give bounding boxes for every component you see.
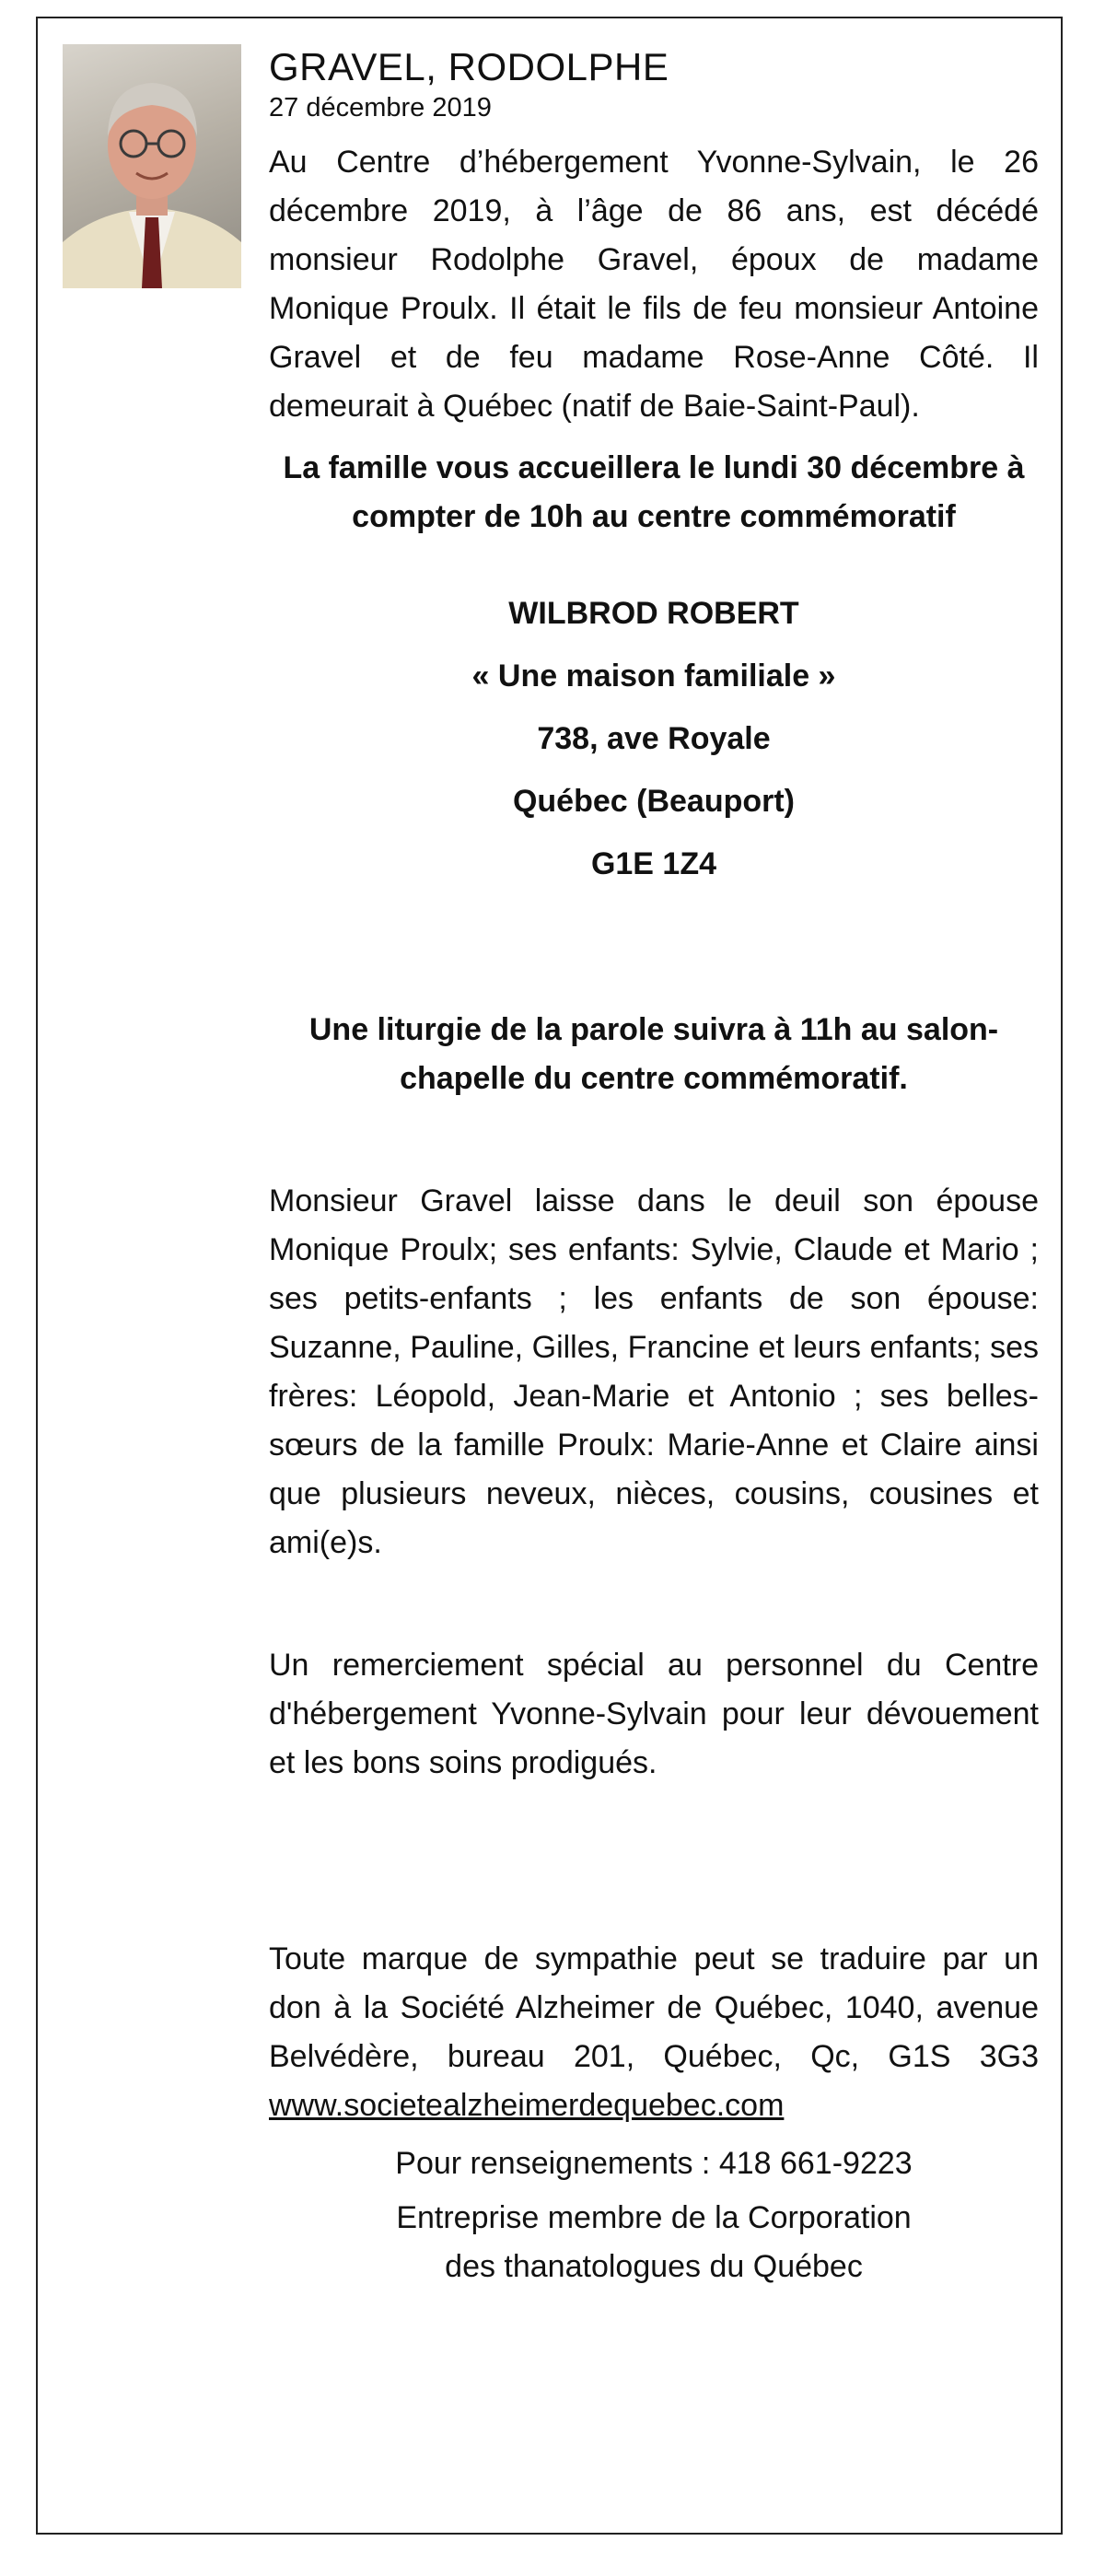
deceased-name: GRAVEL, RODOLPHE: [269, 45, 669, 88]
visitation-notice: La famille vous accueillera le lundi 30 décembre à compter de 10h au centre commémoratif: [283, 450, 1025, 534]
thanks-paragraph: Un remerciement spécial au personnel du Centre d'hébergement Yvonne-Sylvain pour leur dévouement et les bons soins prodigués.: [269, 1648, 1039, 1780]
funeral-home-street: 738, ave Royale: [537, 721, 771, 756]
intro-paragraph: Au Centre d’hébergement Yvonne-Sylvain, le 26 décembre 2019, à l’âge de 86 ans, est décédé monsieur Rodolphe Gravel, époux de madame Monique Proulx. Il était le fils de feu monsieur Antoine Gravel et de feu madame Rose-Anne Côté. Il demeurait à Québec (natif de Baie-Saint-Paul).: [269, 145, 1039, 424]
funeral-home-block: [269, 582, 1039, 895]
publication-date: 27 décembre 2019: [269, 93, 492, 122]
funeral-home-name: WILBROD ROBERT: [508, 596, 799, 631]
membership-note: Entreprise membre de la Corporation des thanatologues du Québec: [396, 2200, 912, 2284]
donation-website-link[interactable]: www.societealzheimerdequebec.com: [269, 2088, 785, 2123]
funeral-home-postal: G1E 1Z4: [590, 846, 717, 881]
funeral-home-city: Québec (Beauport): [512, 784, 796, 819]
funeral-home-slogan: « Une maison familiale »: [471, 659, 836, 694]
portrait-photo: [63, 44, 241, 288]
liturgy-notice: Une liturgie de la parole suivra à 11h au salon-chapelle du centre commémoratif.: [308, 1012, 999, 1096]
donation-paragraph: [269, 1935, 1039, 2130]
obituary-content: [269, 42, 1039, 2291]
survivors-paragraph: Monsieur Gravel laisse dans le deuil son épouse Monique Proulx; ses enfants: Sylvie, Claude et Mario ; ses petits-enfants ; les enfants de son épouse: Suzanne, Pauline, Gilles, Francine et leurs enfants; ses frères: Léopold, Jean-Marie et Antonio ; ses belles-sœurs de la famille Proulx: Marie-Anne et Claire ainsi que plusieurs neveux, nièces, cousins, cousines et ami(e)s.: [269, 1183, 1039, 1560]
donation-text: Toute marque de sympathie peut se traduire par un don à la Société Alzheimer de Québec, 1040, avenue Belvédère, bureau 201, Québec, Qc, G1S 3G3: [269, 1941, 1039, 2074]
info-phone: Pour renseignements : 418 661-9223: [395, 2146, 913, 2181]
